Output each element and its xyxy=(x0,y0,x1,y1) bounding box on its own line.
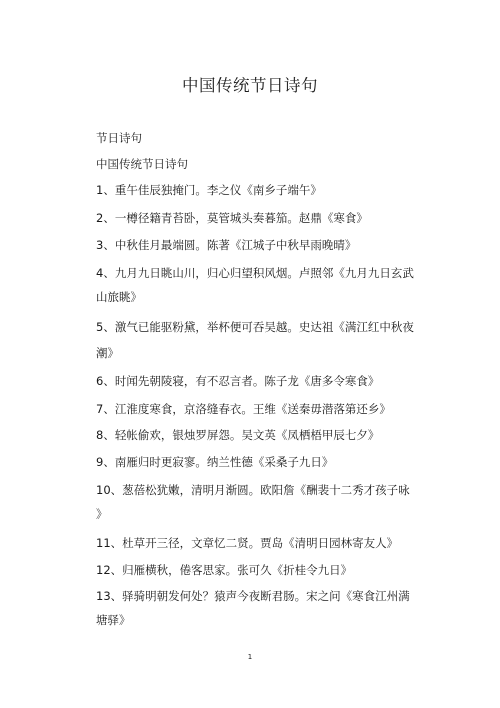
subheading: 中国传统节日诗句 xyxy=(96,157,188,171)
poem-line: 8、轻帐偷欢，银烛罗屏怨。吴文英《凤栖梧甲辰七夕》 xyxy=(96,428,380,442)
poem-line-continuation: 山旅眺》 xyxy=(96,290,142,304)
document-title: 中国传统节日诗句 xyxy=(182,76,318,95)
poem-line: 13、驿骑明朝发何处？猿声今夜断君肠。宋之问《寒食江州满 xyxy=(96,589,410,603)
poem-line: 7、江淮度寒食，京洛缝春衣。王维《送秦毋潜落第还乡》 xyxy=(96,402,391,416)
poem-line-continuation: 潮》 xyxy=(96,346,119,360)
poem-line: 5、激气已能驱粉黛，举杯便可吞吴越。史达祖《满江红中秋夜 xyxy=(96,320,414,334)
poem-line: 10、葱蓓松犹嫩，清明月渐圆。欧阳詹《酬裴十二秀才孩子咏 xyxy=(96,483,410,497)
poem-line: 12、归雁横秋，倦客思家。张可久《折桂令九日》 xyxy=(96,563,353,577)
poem-line: 1、重午佳辰独掩门。李之仪《南乡子端午》 xyxy=(96,183,322,197)
section-heading: 节日诗句 xyxy=(96,131,142,145)
poem-line-continuation: 塘驿》 xyxy=(96,613,131,627)
poem-line: 4、九月九日眺山川，归心归望积风烟。卢照邻《九月九日玄武 xyxy=(96,266,414,280)
poem-line: 2、一樽径籍青苔卧，莫管城头奏暮笳。赵鼎《寒食》 xyxy=(96,211,368,225)
poem-line-continuation: 》 xyxy=(96,507,108,521)
poem-line: 11、杜草开三径，文章忆二贤。贾岛《清明日园林寄友人》 xyxy=(96,536,399,550)
poem-line: 6、时闻先朝陵寝，有不忍言者。陈子龙《唐多令寒食》 xyxy=(96,374,380,388)
poem-line: 3、中秋佳月最端圆。陈著《江城子中秋早雨晚晴》 xyxy=(96,238,357,252)
page-number: 1 xyxy=(247,653,253,661)
poem-line: 9、南雁归时更寂寥。纳兰性德《采桑子九日》 xyxy=(96,455,334,469)
